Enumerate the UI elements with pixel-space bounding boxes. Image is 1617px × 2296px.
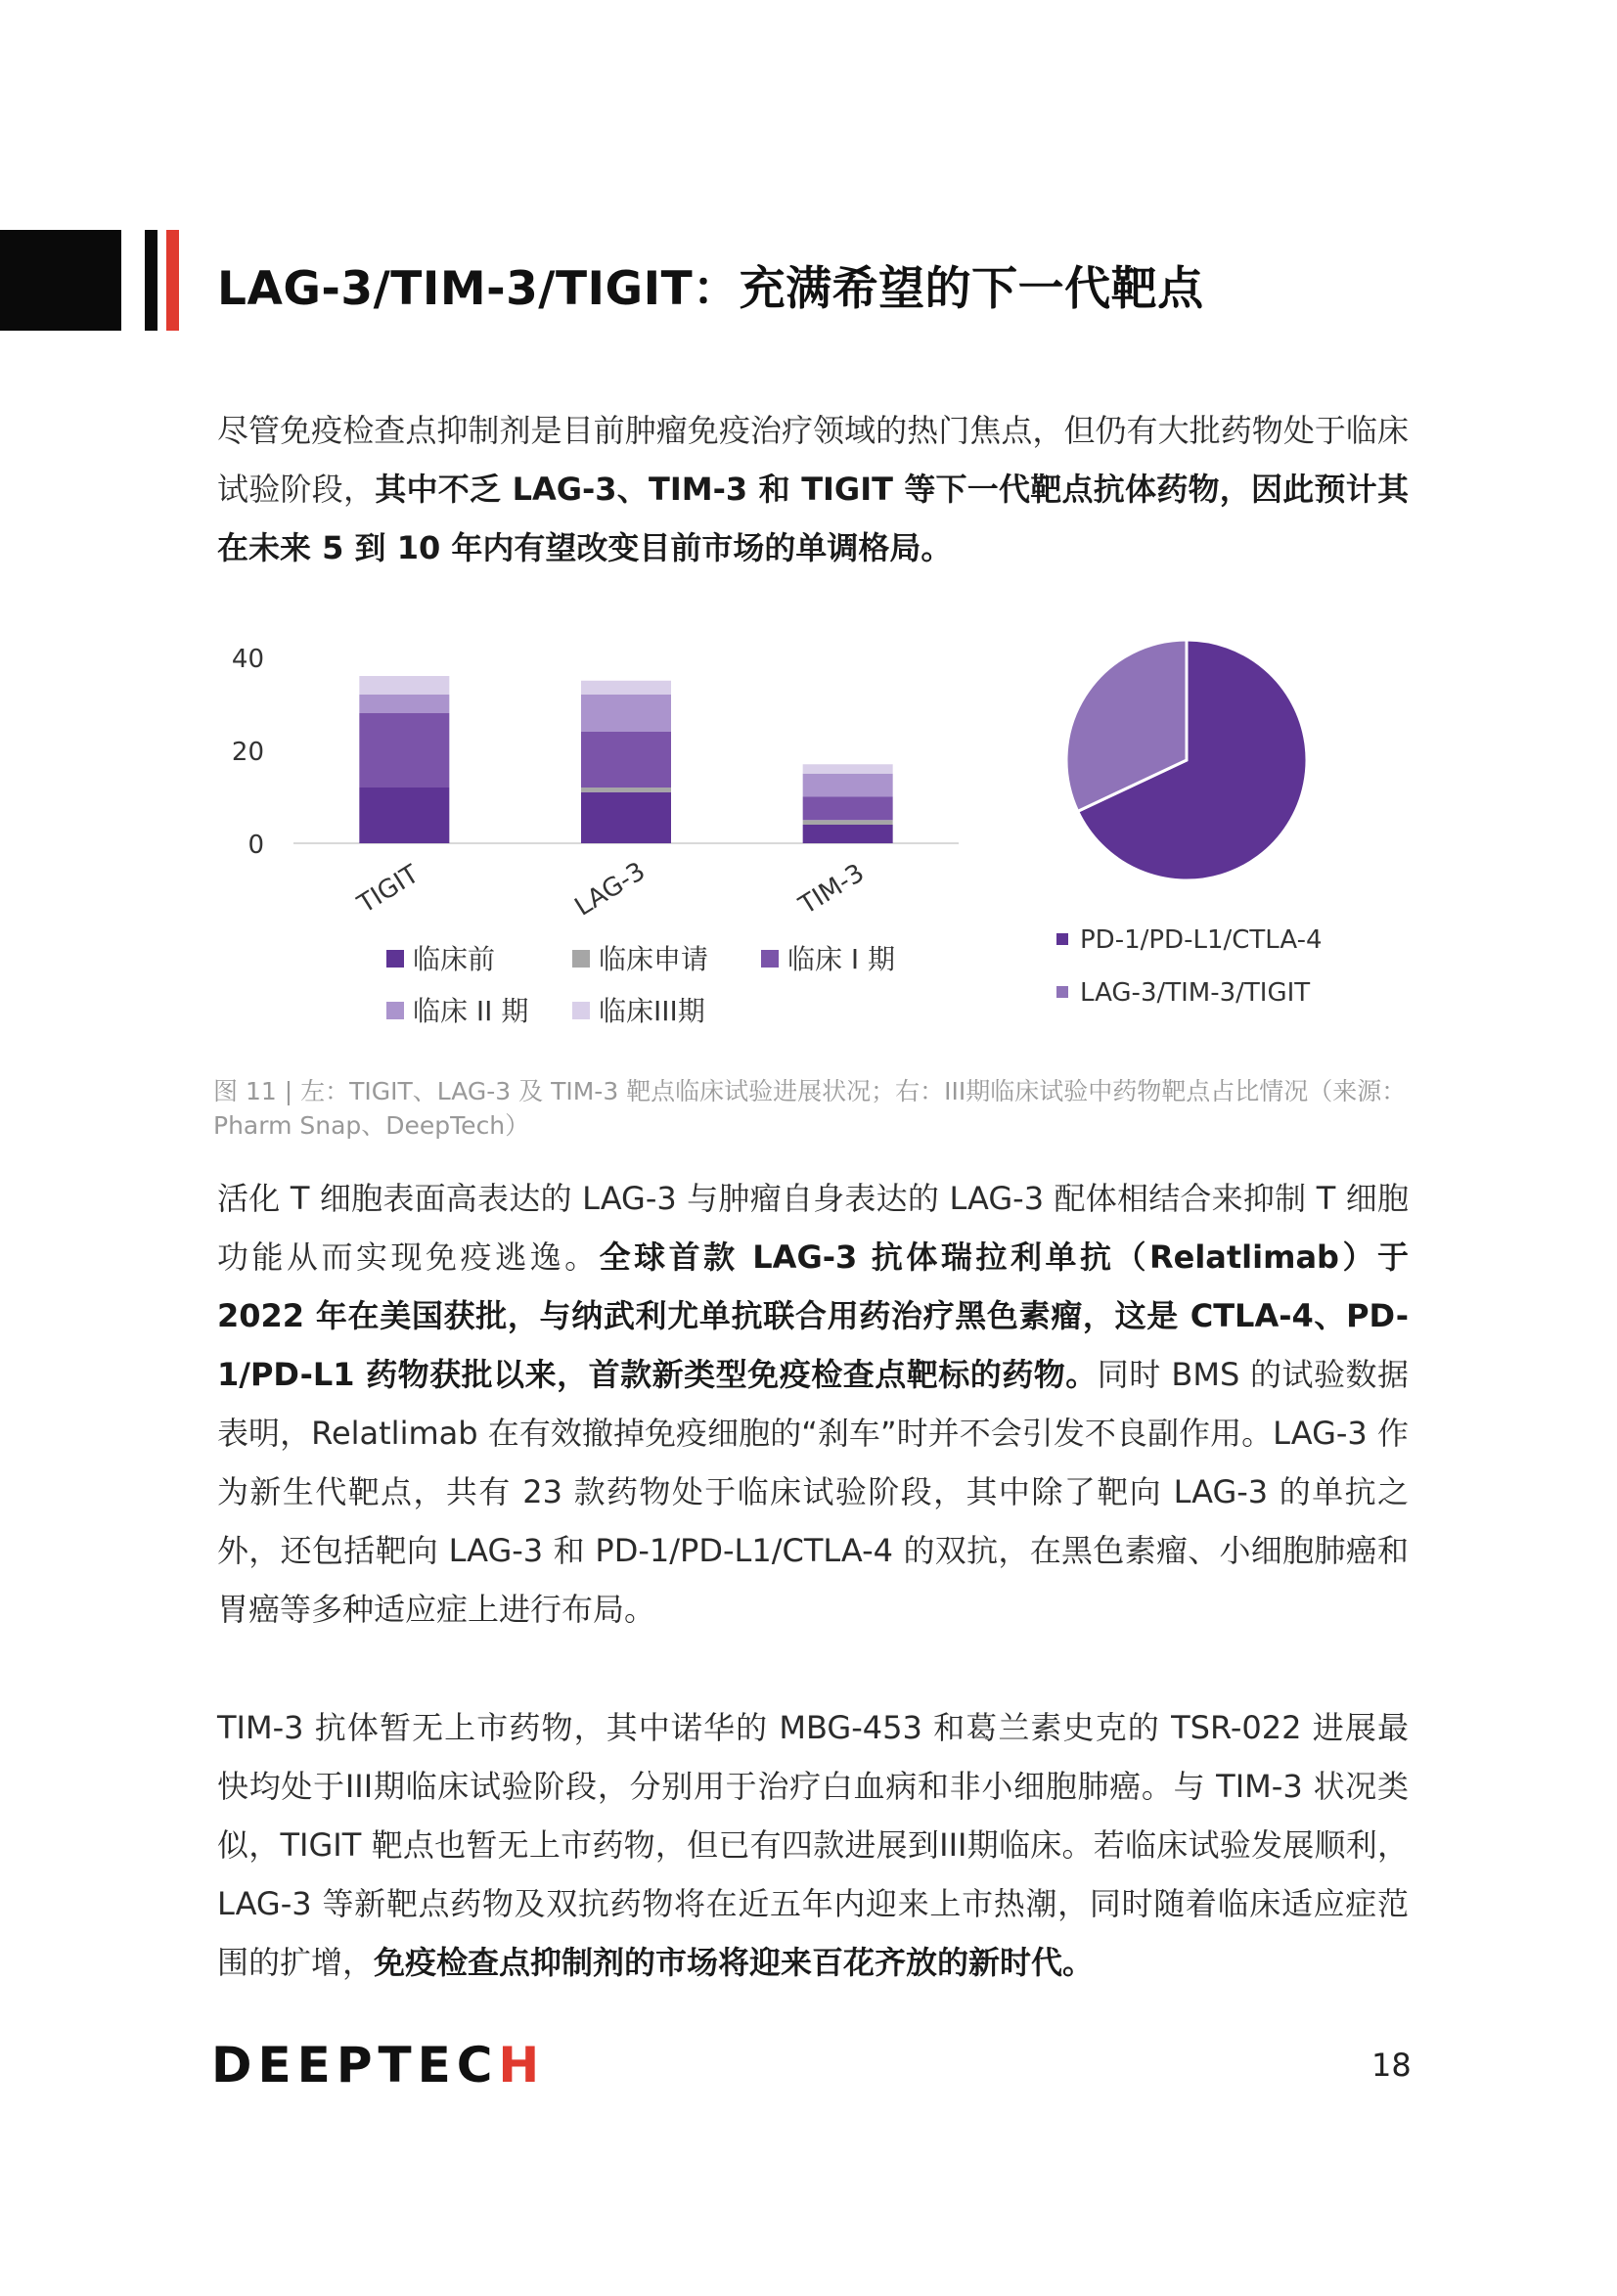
legend-swatch: [761, 950, 779, 968]
pie-chart: [1056, 640, 1323, 1008]
legend-swatch: [572, 950, 590, 968]
bar-segment: [803, 764, 893, 774]
bar-segment: [581, 681, 671, 695]
page-number: 18: [1371, 2047, 1412, 2084]
pie-legend-label: PD-1/PD-L1/CTLA-4: [1080, 925, 1323, 955]
logo-text-accent: H: [498, 2037, 546, 2093]
lag3-paragraph: [217, 1169, 1409, 1639]
legend-label: 临床III期: [599, 995, 705, 1027]
tim3-text: TIM-3 抗体暂无上市药物，其中诺华的 MBG-453 和葛兰素史克的 TSR-022 进展最快均处于III期临床试验阶段，分别用于治疗白血病和非小细胞肺癌。与 TIM-3 状况类似，TIGIT 靶点也暂无上市药物，但已有四款进展到III期临床。若临床试验发展顺利，LAG-3 等新靶点药物及双抗药物将在近五年内迎来上市热潮，同时随着临床适应症范围的扩增，: [217, 1709, 1409, 1981]
page-title: LAG-3/TIM-3/TIGIT：充满希望的下一代靶点: [217, 262, 1204, 316]
bar-segment: [581, 788, 671, 792]
bar-segment: [803, 820, 893, 825]
figure-caption: 图 11 | 左：TIGIT、LAG-3 及 TIM-3 靶点临床试验进展状况；右：III期临床试验中药物靶点占比情况（来源：Pharm Snap、DeepTech）: [213, 1077, 1407, 1140]
lag3-text-a: 活化 T 细胞表面高表达的 LAG-3 与肿瘤自身表达的 LAG-3 配体相结合来抑制 T 细胞功能从而实现免疫逃逸。: [217, 1180, 1409, 1276]
intro-bold-text: 其中不乏 LAG-3、TIM-3 和 TIGIT 等下一代靶点抗体药物，因此预计其在未来 5 到 10 年内有望改变目前市场的单调格局。: [217, 471, 1409, 566]
bar-segment: [803, 825, 893, 843]
legend-swatch: [572, 1002, 590, 1019]
header-black-bar: [145, 230, 157, 331]
bar-segment: [581, 732, 671, 788]
bar-segment: [359, 788, 449, 843]
header-black-block: [0, 230, 121, 331]
x-tick-label: TIM-3: [793, 858, 870, 921]
bar-segment: [359, 695, 449, 713]
legend-label: 临床申请: [599, 943, 709, 975]
x-tick-label: LAG-3: [569, 856, 651, 923]
bar-segment: [581, 792, 671, 843]
legend-label: 临床前: [413, 943, 496, 975]
bar-segment: [803, 774, 893, 797]
figure-charts: [196, 626, 1428, 1057]
deeptech-logo: [211, 2037, 545, 2093]
header-red-bar: [166, 230, 179, 331]
pie-legend-label: LAG-3/TIM-3/TIGIT: [1080, 978, 1311, 1008]
y-tick-label: 0: [247, 831, 264, 860]
bar-segment: [581, 695, 671, 732]
bar-segment: [359, 676, 449, 695]
pie-legend-swatch: [1056, 986, 1068, 998]
legend-label: 临床 I 期: [787, 943, 896, 975]
legend-swatch: [386, 1002, 404, 1019]
lag3-text-b: 同时 BMS 的试验数据表明，Relatlimab 在有效撤掉免疫细胞的“刹车”时并不会引发不良副作用。LAG-3 作为新生代靶点，共有 23 款药物处于临床试验阶段，其中除了靶向 LAG-3 的单抗之外，还包括靶向 LAG-3 和 PD-1/PD-L1/CTLA-4 的双抗，在黑色素瘤、小细胞肺癌和胃癌等多种适应症上进行布局。: [217, 1356, 1409, 1628]
legend-swatch: [386, 950, 404, 968]
pie-legend-swatch: [1056, 933, 1068, 945]
y-tick-label: 40: [231, 645, 264, 674]
lag3-bold-text: 全球首款 LAG-3 抗体瑞拉利单抗（Relatlimab）于 2022 年在美国获批，与纳武利尤单抗联合用药治疗黑色素瘤，这是 CTLA-4、PD-1/PD-L1 药物获批以来，首款新类型免疫检查点靶标的药物。: [217, 1238, 1409, 1393]
intro-paragraph: [217, 401, 1409, 577]
tim3-bold-text: 免疫检查点抑制剂的市场将迎来百花齐放的新时代。: [374, 1944, 1095, 1981]
x-tick-label: TIGIT: [352, 859, 425, 920]
tim3-paragraph: [217, 1698, 1409, 1992]
stacked-bar-chart: [232, 645, 959, 1027]
y-tick-label: 20: [231, 738, 264, 767]
bar-segment: [803, 797, 893, 821]
bar-segment: [359, 713, 449, 788]
logo-text: DEEPTEC: [211, 2037, 499, 2093]
legend-label: 临床 II 期: [413, 995, 529, 1027]
intro-text: 尽管免疫检查点抑制剂是目前肿瘤免疫治疗领域的热门焦点，但仍有大批药物处于临床试验阶段，: [217, 412, 1409, 508]
